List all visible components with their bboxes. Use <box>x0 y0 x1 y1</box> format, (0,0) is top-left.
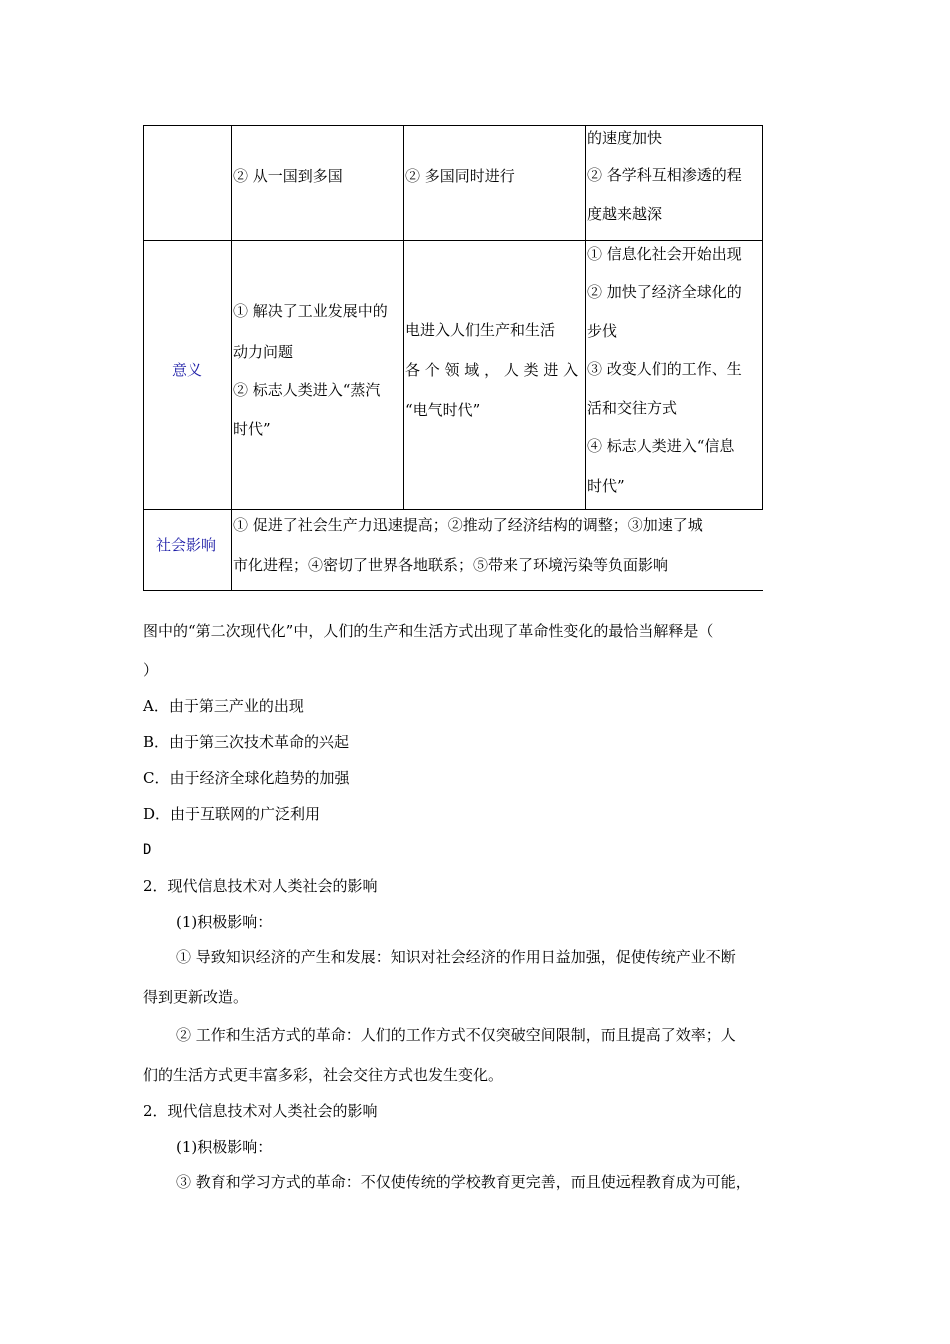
table-cell: 时代” <box>233 420 271 438</box>
table-cell: ② 各学科互相渗透的程 <box>587 166 742 184</box>
question-stem: ） <box>143 661 159 679</box>
section-heading: 2．现代信息技术对人类社会的影响 <box>143 877 378 895</box>
table-cell: ③ 改变人们的工作、生 <box>587 360 742 378</box>
section-heading: 2．现代信息技术对人类社会的影响 <box>143 1102 378 1120</box>
paragraph: 得到更新改造。 <box>143 988 249 1006</box>
option-d: D．由于互联网的广泛利用 <box>143 805 321 823</box>
table-cell: 各 个 领 域 ， 人 类 进 入 <box>405 361 579 379</box>
table-cell: ② 从一国到多国 <box>233 167 343 185</box>
row-label-significance: 意义 <box>172 361 203 379</box>
table-cell: 步伐 <box>587 322 618 340</box>
table-cell: 度越来越深 <box>587 205 663 223</box>
table-border-top <box>143 125 763 126</box>
table-cell: ② 多国同时进行 <box>405 167 515 185</box>
question-stem: 图中的“第二次现代化”中，人们的生产和生活方式出现了革命性变化的最恰当解释是（ <box>143 622 714 640</box>
option-b: B．由于第三次技术革命的兴起 <box>143 733 350 751</box>
table-cell: ① 解决了工业发展中的 <box>233 302 388 320</box>
table-cell: ① 信息化社会开始出现 <box>587 245 742 263</box>
table-cell: ② 加快了经济全球化的 <box>587 283 742 301</box>
table-cell: 动力问题 <box>233 343 294 361</box>
section-subheading: (1)积极影响： <box>176 1138 273 1156</box>
table-cell: “电气时代” <box>405 401 481 419</box>
table-cell: 市化进程；④密切了世界各地联系；⑤带来了环境污染等负面影响 <box>233 556 669 574</box>
table-cell: 的速度加快 <box>587 129 663 147</box>
table-cell: ④ 标志人类进入“信息 <box>587 437 735 455</box>
table-cell: 电进入人们生产和生活 <box>405 321 556 339</box>
table-cell: 时代” <box>587 477 625 495</box>
table-border-right <box>762 125 763 510</box>
table-border-left <box>143 125 144 591</box>
paragraph: ③ 教育和学习方式的革命：不仅使传统的学校教育更完善，而且使远程教育成为可能， <box>176 1173 751 1191</box>
table-border-bottom <box>143 590 763 591</box>
answer: D <box>143 842 152 858</box>
paragraph: ① 导致知识经济的产生和发展：知识对社会经济的作用日益加强，促使传统产业不断 <box>176 948 736 966</box>
table-row-divider <box>143 240 763 241</box>
table-col-divider <box>231 125 232 591</box>
row-label-social-impact: 社会影响 <box>156 536 217 554</box>
option-c: C．由于经济全球化趋势的加强 <box>143 769 350 787</box>
table-row-divider <box>143 509 763 510</box>
table-cell: ① 促进了社会生产力迅速提高；②推动了经济结构的调整；③加速了城 <box>233 516 703 534</box>
paragraph: ② 工作和生活方式的革命：人们的工作方式不仅突破空间限制，而且提高了效率；人 <box>176 1026 736 1044</box>
section-subheading: (1)积极影响： <box>176 913 273 931</box>
table-cell: ② 标志人类进入“蒸汽 <box>233 381 381 399</box>
table-cell: 活和交往方式 <box>587 399 678 417</box>
paragraph: 们的生活方式更丰富多彩，社会交往方式也发生变化。 <box>143 1066 504 1084</box>
option-a: A．由于第三产业的出现 <box>143 697 304 715</box>
table-col-divider <box>403 125 404 510</box>
table-col-divider <box>585 125 586 510</box>
